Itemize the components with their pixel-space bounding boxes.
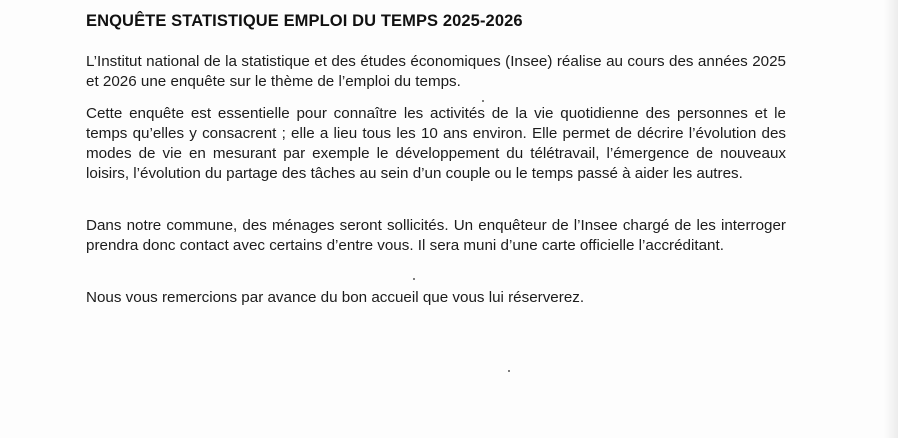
- scan-speck: [482, 100, 484, 102]
- paragraph-intro: L’Institut national de la statistique et des études économiques (Insee) réalise au cours des années 2025 et 2026 une enquête sur le thème de l’emploi du temps.: [86, 53, 786, 90]
- paragraph-purpose: Cette enquête est essentielle pour connaître les activités de la vie quotidienne des personnes et le temps qu’elles y consacrent ; elle a lieu tous les 10 ans environ. Elle permet de décrire l’évolution des modes de vie en mesurant par exemple le développement du télétravail, l’émergence de nouveaux loisirs, l’évolution du partage des tâches au sein d’un couple ou le temps passé à aider les autres.: [86, 105, 786, 182]
- scan-speck: [413, 278, 415, 280]
- scan-speck: [508, 370, 510, 372]
- paragraph-commune: Dans notre commune, des ménages seront sollicités. Un enquêteur de l’Insee chargé de les interroger prendra donc contact avec certains d’entre vous. Il sera muni d’une carte officielle l’accréditant.: [86, 217, 786, 254]
- document-title: ENQUÊTE STATISTIQUE EMPLOI DU TEMPS 2025-2026: [86, 12, 523, 30]
- paragraph-thanks: Nous vous remercions par avance du bon accueil que vous lui réserverez.: [86, 289, 585, 306]
- page-edge-shadow: [884, 0, 898, 438]
